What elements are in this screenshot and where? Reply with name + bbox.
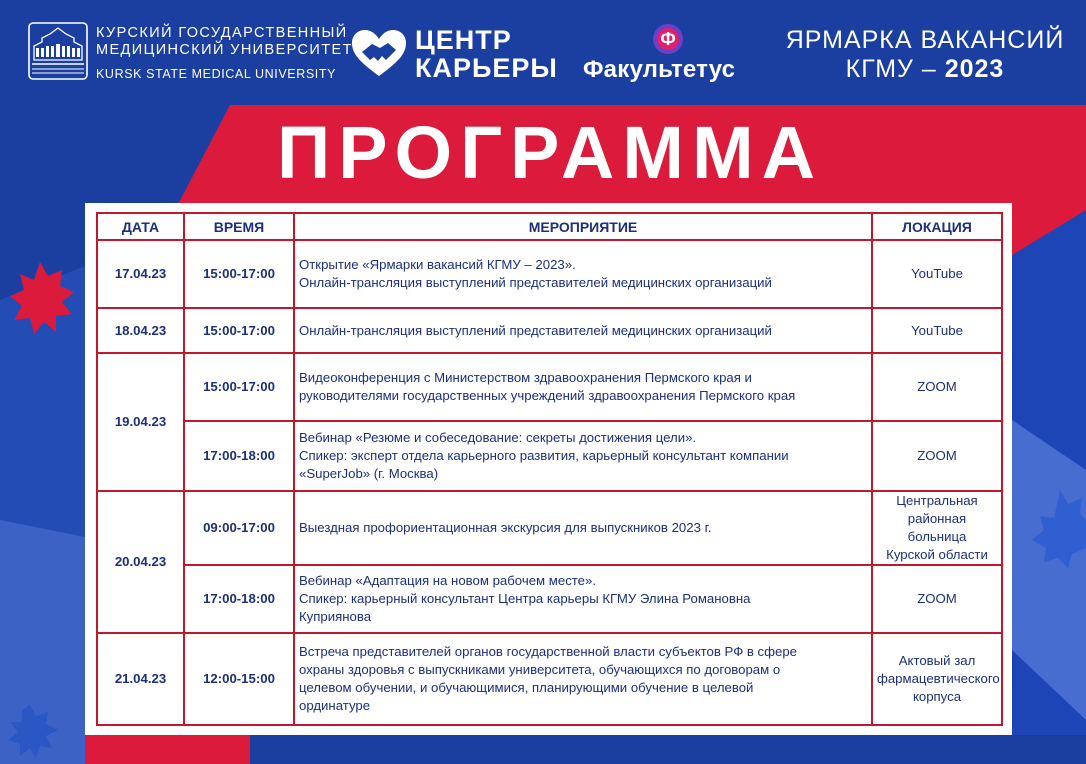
cell-event bbox=[294, 308, 872, 353]
location-line: Центральная bbox=[896, 493, 978, 508]
fakultetus-logo-text: Факультетус bbox=[583, 56, 736, 83]
event-line: Онлайн-трансляция выступлений представителей медицинских организаций bbox=[299, 275, 772, 290]
cell-time: 09:00-17:00 bbox=[184, 491, 294, 565]
cell-time: 17:00-18:00 bbox=[184, 421, 294, 491]
job-fair-prefix: КГМУ – bbox=[845, 55, 945, 83]
table-row bbox=[97, 421, 1002, 491]
cell-time: 15:00-17:00 bbox=[184, 353, 294, 421]
university-name bbox=[96, 25, 353, 82]
university-name-ru-1: КУРСКИЙ ГОСУДАРСТВЕННЫЙ bbox=[96, 25, 348, 41]
event-line: Спикер: карьерный консультант Центра карьеры КГМУ Элина Романовна bbox=[299, 591, 751, 606]
cell-location: YouTube bbox=[872, 240, 1002, 308]
table-row bbox=[97, 633, 1002, 725]
cell-date: 21.04.23 bbox=[97, 633, 184, 725]
job-fair-title-line1: ЯРМАРКА ВАКАНСИЙ bbox=[785, 26, 1065, 54]
career-center-line2: КАРЬЕРЫ bbox=[415, 53, 558, 83]
kgmu-emblem-icon bbox=[28, 22, 88, 80]
event-line: Спикер: эксперт отдела карьерного развития, карьерный консультант компании bbox=[299, 448, 789, 463]
header-date: ДАТА bbox=[97, 213, 184, 240]
event-line: ординатуре bbox=[299, 698, 371, 713]
job-fair-year: 2023 bbox=[944, 55, 1005, 83]
event-line: Вебинар «Адаптация на новом рабочем месте». bbox=[299, 573, 597, 588]
header-time: ВРЕМЯ bbox=[184, 213, 294, 240]
event-line: Открытие «Ярмарки вакансий КГМУ – 2023». bbox=[299, 257, 576, 272]
fakultetus-icon-letter: Ф bbox=[660, 29, 676, 49]
cell-date: 18.04.23 bbox=[97, 308, 184, 353]
cell-time: 15:00-17:00 bbox=[184, 240, 294, 308]
job-fair-title-line2 bbox=[780, 55, 1070, 84]
cell-location: ZOOM bbox=[872, 565, 1002, 633]
university-name-en: KURSK STATE MEDICAL UNIVERSITY bbox=[96, 67, 337, 81]
cell-location bbox=[872, 633, 1002, 725]
career-center-line1: ЦЕНТР bbox=[415, 25, 512, 55]
event-line: охраны здоровья с выпускниками университета, обучающихся по договорам о bbox=[299, 662, 781, 677]
university-name-ru-2: МЕДИЦИНСКИЙ УНИВЕРСИТЕТ bbox=[96, 42, 353, 58]
handshake-heart-icon bbox=[350, 28, 408, 78]
cell-time: 12:00-15:00 bbox=[184, 633, 294, 725]
event-line: Выездная профориентационная экскурсия для выпускников 2023 г. bbox=[299, 520, 712, 535]
cell-event bbox=[294, 633, 872, 725]
cell-location: ZOOM bbox=[872, 353, 1002, 421]
cell-time: 17:00-18:00 bbox=[184, 565, 294, 633]
program-table bbox=[96, 212, 1003, 726]
event-line: Встреча представителей органов государственной власти субъектов РФ в сфере bbox=[299, 644, 798, 659]
location-line: Курской области bbox=[886, 547, 988, 562]
header-event: МЕРОПРИЯТИЕ bbox=[294, 213, 872, 240]
table-row bbox=[97, 491, 1002, 565]
location-line: фармацевтического bbox=[877, 671, 1000, 686]
cell-date: 17.04.23 bbox=[97, 240, 184, 308]
location-line: корпуса bbox=[912, 689, 962, 704]
job-fair-title bbox=[780, 26, 1070, 84]
event-line: «SuperJob» (г. Москва) bbox=[299, 466, 439, 481]
cell-location: YouTube bbox=[872, 308, 1002, 353]
event-line: Онлайн-трансляция выступлений представителей медицинских организаций bbox=[299, 322, 772, 338]
event-line: Видеоконференция с Министерством здравоохранения Пермского края и bbox=[299, 370, 752, 385]
table-row bbox=[97, 565, 1002, 633]
table-header-row bbox=[97, 213, 1002, 240]
header-location: ЛОКАЦИЯ bbox=[872, 213, 1002, 240]
cell-time: 15:00-17:00 bbox=[184, 308, 294, 353]
location-line: Актовый зал bbox=[898, 653, 976, 668]
header bbox=[0, 0, 1086, 100]
cell-event bbox=[294, 353, 872, 421]
cell-date: 19.04.23 bbox=[97, 353, 184, 491]
cell-event bbox=[294, 565, 872, 633]
event-line: Куприянова bbox=[299, 609, 372, 624]
event-line: руководителями государственных учреждений здравоохранения Пермского края bbox=[299, 388, 796, 403]
cell-event bbox=[294, 491, 872, 565]
page-title: ПРОГРАММА bbox=[276, 111, 824, 194]
event-line: Вебинар «Резюме и собеседование: секреты достижения цели». bbox=[299, 430, 697, 445]
cell-location bbox=[872, 491, 1002, 565]
cell-event bbox=[294, 240, 872, 308]
career-center-logo-text bbox=[415, 26, 558, 82]
table-row bbox=[97, 353, 1002, 421]
event-line: целевом обучении, и обучающимися, планирующими обучение в целевой bbox=[299, 680, 754, 695]
cell-event bbox=[294, 421, 872, 491]
table-row bbox=[97, 308, 1002, 353]
location-line: районная больница bbox=[907, 511, 967, 544]
cell-location: ZOOM bbox=[872, 421, 1002, 491]
cell-date: 20.04.23 bbox=[97, 491, 184, 633]
program-card bbox=[85, 203, 1012, 735]
table-row bbox=[97, 240, 1002, 308]
